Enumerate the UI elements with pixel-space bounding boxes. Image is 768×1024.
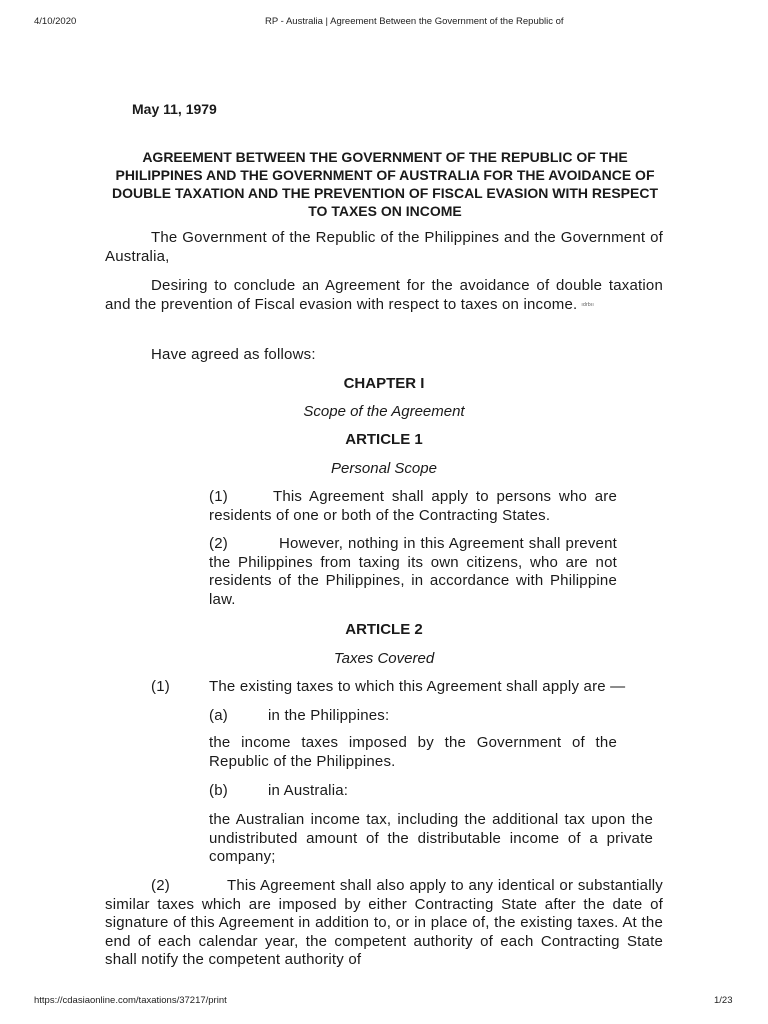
article-1-subtitle: Personal Scope: [331, 460, 437, 477]
item-letter: (a): [209, 707, 228, 724]
article-2-paragraph-2: [105, 877, 663, 970]
print-url: https://cdasiaonline.com/taxations/37217/print: [34, 995, 227, 1006]
article-1-paragraph-1: [209, 488, 617, 525]
paragraph-text: This Agreement shall also apply to any identical or substantially similar taxes which are imposed by either Contracting State after the date of signature of this Agreement in addition to, or in place of, the existing taxes. At the end of each calendar year, the competent authority of each Contracting State shall notify the competent authority of: [105, 877, 663, 968]
paragraph-number: (2): [209, 535, 228, 552]
article-1-heading: ARTICLE 1: [345, 431, 423, 448]
document-title: AGREEMENT BETWEEN THE GOVERNMENT OF THE REPUBLIC OF THE PHILIPPINES AND THE GOVERNMENT OF AUSTRALIA FOR THE AVOIDANCE OF DOUBLE TAXATION AND THE PREVENTION OF FISCAL EVASION WITH RESPECT TO TAXES ON INCOME: [111, 149, 659, 219]
item-label: in Australia:: [268, 782, 349, 799]
preamble-paragraph-2: [105, 277, 663, 314]
article-2-item-a-text: the income taxes imposed by the Government of the Republic of the Philippines.: [209, 734, 617, 770]
item-label: in the Philippines:: [268, 707, 390, 724]
print-date: 4/10/2020: [34, 16, 77, 27]
item-letter: (b): [209, 782, 228, 799]
paragraph-number: (1): [151, 678, 170, 695]
paragraph-text: The existing taxes to which this Agreement shall apply are —: [209, 678, 626, 695]
page-number: 1/23: [714, 995, 733, 1006]
article-2-subtitle: Taxes Covered: [333, 650, 435, 667]
paragraph-text: However, nothing in this Agreement shall prevent the Philippines from taxing its own citizens, who are not residents of the Philippines, in accordance with Philippine law.: [209, 535, 617, 608]
article-2-paragraph-1: [151, 678, 671, 697]
preamble-paragraph-1: The Government of the Republic of the Philippines and the Government of Australia,: [105, 229, 663, 265]
article-2-item-b: [209, 782, 617, 801]
article-2-item-b-text: the Australian income tax, including the additional tax upon the undistributed amount of the distributable income of a private company;: [209, 811, 653, 865]
paragraph-text: This Agreement shall apply to persons who are residents of one or both of the Contracting States.: [209, 488, 617, 524]
chapter-heading: CHAPTER I: [343, 375, 425, 392]
document-date: May 11, 1979: [132, 101, 217, 117]
preamble-paragraph-2-text: Desiring to conclude an Agreement for the avoidance of double taxation and the prevention of Fiscal evasion with respect to taxes on income.: [105, 277, 663, 313]
paragraph-number: (1): [209, 488, 228, 505]
paragraph-number: (2): [151, 877, 170, 894]
inline-note-marker: ıdrbıı: [581, 301, 594, 308]
article-1-paragraph-2: [209, 535, 617, 609]
article-2-heading: ARTICLE 2: [345, 621, 423, 638]
print-page-title: RP - Australia | Agreement Between the Government of the Republic of: [265, 16, 564, 27]
chapter-subtitle: Scope of the Agreement: [303, 403, 465, 420]
article-2-item-a: [209, 707, 617, 726]
preamble-paragraph-3: Have agreed as follows:: [151, 346, 316, 363]
